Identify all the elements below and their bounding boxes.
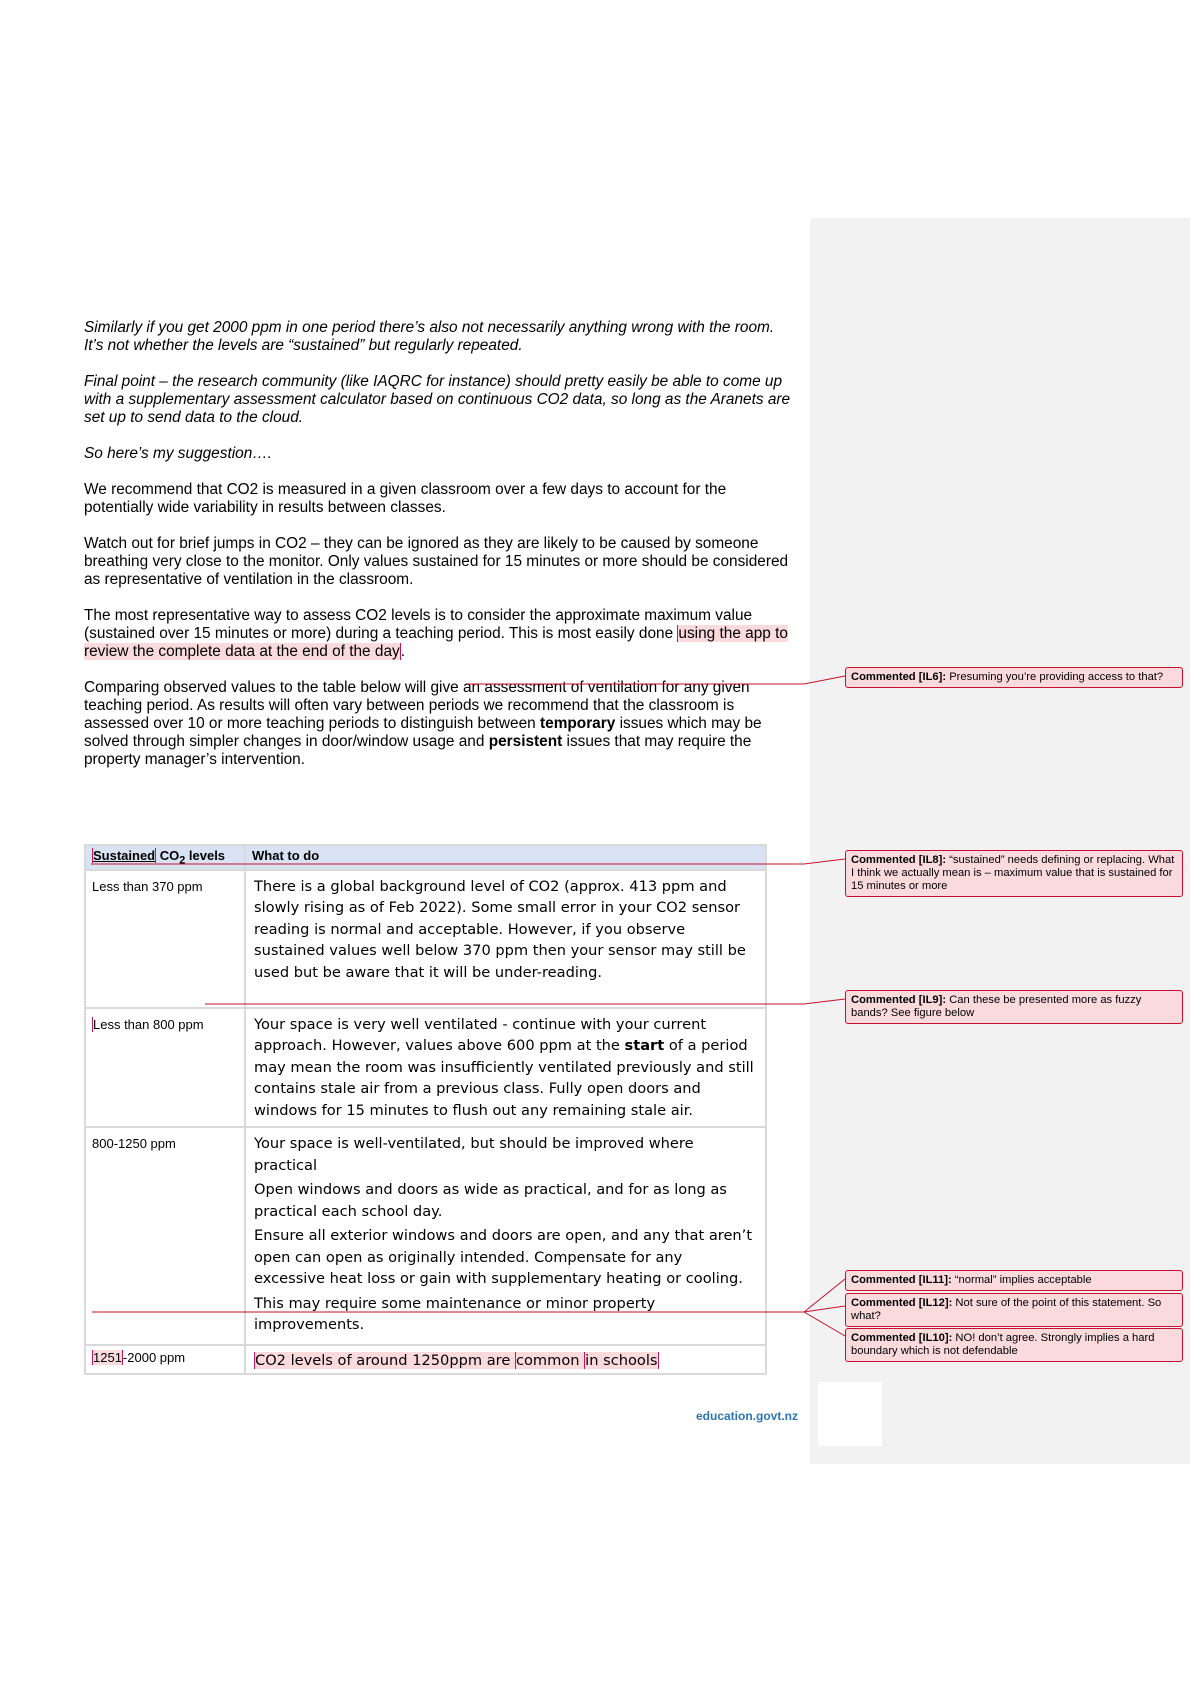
paragraph-6: [84, 607, 799, 661]
action-text-bold: start: [624, 1037, 665, 1055]
table-row: [85, 1008, 766, 1128]
commented-text-il12[interactable]: common: [515, 1351, 585, 1369]
paragraph-7-text-d: issues that may require the property manager’s intervention.: [84, 733, 752, 768]
comment-tag: Commented [IL8]:: [851, 854, 947, 866]
comment-il12[interactable]: [845, 1293, 1183, 1327]
level-text-b: -2000 ppm: [122, 1349, 186, 1365]
table-row: [85, 1127, 766, 1345]
action-cell: [245, 1008, 766, 1128]
paragraph-7: [84, 679, 799, 769]
level-cell: [85, 1008, 245, 1128]
level-cell: [85, 1345, 245, 1375]
action-cell: There is a global background level of CO2 (approx. 413 ppm and slowly rising as of Feb 2022). Some small error in your CO2 sensor reading is normal and acceptable. However, if you observe sustained values well below 370 ppm then your sensor may still be used but be aware that it will be under-reading.: [245, 870, 766, 1008]
header-what-to-do: What to do: [245, 845, 766, 870]
paragraph-6-end: .: [400, 643, 405, 660]
comment-text: Can these be presented more as fuzzy bands? See figure below: [851, 994, 1142, 1019]
header-co2-text: CO: [156, 848, 180, 863]
footer-link[interactable]: education.govt.nz: [696, 1409, 798, 1423]
level-cell: 800-1250 ppm: [85, 1127, 245, 1345]
action-text-a: Your space is very well ventilated - continue with your current approach. However, values above 600 ppm at the: [254, 1015, 707, 1055]
comment-il8[interactable]: [845, 850, 1183, 897]
comment-il6[interactable]: [845, 667, 1183, 688]
comment-tag: Commented [IL9]:: [851, 994, 947, 1006]
action-cell: [245, 1127, 766, 1345]
paragraph-6-text: The most representative way to assess CO2 levels is to consider the approximate maximum value (sustained over 15 minutes or more) during a teaching period. This is most easily done: [84, 607, 753, 642]
comment-il9[interactable]: [845, 990, 1183, 1024]
commented-text-il11[interactable]: CO2 levels of around 1250ppm are: [255, 1351, 515, 1369]
table-row: [85, 870, 766, 1008]
action-paragraph: Your space is well-ventilated, but should be improved where practical: [254, 1135, 694, 1174]
table-row: [85, 1345, 766, 1375]
paragraph-5: Watch out for brief jumps in CO2 – they can be ignored as they are likely to be caused by someone breathing very close to the monitor. Only values sustained for 15 minutes or more should be considered as representative of ventilation in the classroom.: [84, 535, 789, 588]
paragraph-7-text-a: Comparing observed values to the table below will give an assessment of ventilation for any given teaching period. As results will often vary between periods we recommend that the classroom is assessed over 10 or more teaching periods to distinguish between: [84, 679, 750, 732]
comment-text: “normal” implies acceptable: [951, 1274, 1092, 1286]
comment-tag: Commented [IL10]:: [851, 1332, 953, 1344]
header-co2-levels: [85, 845, 245, 870]
paragraph-7-bold-temporary: temporary: [540, 715, 616, 732]
paragraph-4: We recommend that CO2 is measured in a given classroom over a few days to account for the potentially wide variability in results between classes.: [84, 481, 727, 516]
paragraph-7-bold-persistent: persistent: [488, 733, 563, 750]
commented-text-il8[interactable]: Sustained: [93, 848, 156, 863]
action-paragraph: Ensure all exterior windows and doors are open, and any that aren’t open can open as originally intended. Compensate for any excessive heat loss or gain with supplementary heating or cooling.: [254, 1227, 753, 1288]
action-text-b: of a period may mean the room was insufficiently ventilated previously and still contains stale air from a previous class. Fully open doors and windows for 15 minutes to flush out any remaining stale air.: [254, 1037, 754, 1119]
action-paragraph: This may require some maintenance or minor property improvements.: [254, 1294, 656, 1334]
action-cell: [245, 1345, 766, 1375]
document-body: [84, 319, 799, 787]
paragraph-3: So here’s my suggestion….: [84, 445, 272, 462]
comment-il10[interactable]: [845, 1328, 1183, 1362]
co2-levels-table: [84, 844, 767, 1375]
comment-text: Not sure of the point of this statement. So what?: [851, 1297, 1162, 1322]
commented-text-il10[interactable]: 1251: [93, 1349, 122, 1365]
level-cell: Less than 370 ppm: [85, 870, 245, 1008]
paragraph-1a: Similarly if you get 2000 ppm in one period there’s also not necessarily anything wrong with the room.: [84, 319, 775, 336]
paragraph-7-text-c: issues which may be solved through simpler changes in door/window usage and: [84, 715, 762, 750]
action-text-c: in schools: [585, 1351, 658, 1369]
header-levels-text: levels: [185, 848, 226, 863]
action-paragraph: Open windows and doors as wide as practical, and for as long as practical each school day.: [254, 1181, 727, 1220]
header-co2-subscript: 2: [179, 854, 186, 867]
comment-text: “sustained” needs defining or replacing. What I think we actually mean is – maximum value that is sustained for 15 minutes or more: [851, 854, 1175, 892]
comment-text: Presuming you’re providing access to that?: [946, 671, 1164, 683]
comment-tag: Commented [IL6]:: [851, 671, 947, 683]
comment-tag: Commented [IL11]:: [851, 1274, 952, 1286]
comment-tag: Commented [IL12]:: [851, 1297, 953, 1309]
comment-text: NO! don’t agree. Strongly implies a hard boundary which is not defendable: [851, 1332, 1155, 1357]
margin-blank-box: [818, 1382, 882, 1446]
table-header-row: [85, 845, 766, 870]
commented-text-il6[interactable]: using the app to review the complete data at the end of the day: [84, 625, 788, 660]
comment-il11[interactable]: [845, 1270, 1183, 1291]
paragraph-1b: It’s not whether the levels are “sustained” but regularly repeated.: [84, 337, 523, 354]
commented-text-il9[interactable]: Less than 800 ppm: [93, 1016, 204, 1032]
paragraph-2: Final point – the research community (like IAQRC for instance) should pretty easily be able to come up with a supplementary assessment calculator based on continuous CO2 data, so long as the Aranets are set up to send data to the cloud.: [84, 373, 791, 426]
